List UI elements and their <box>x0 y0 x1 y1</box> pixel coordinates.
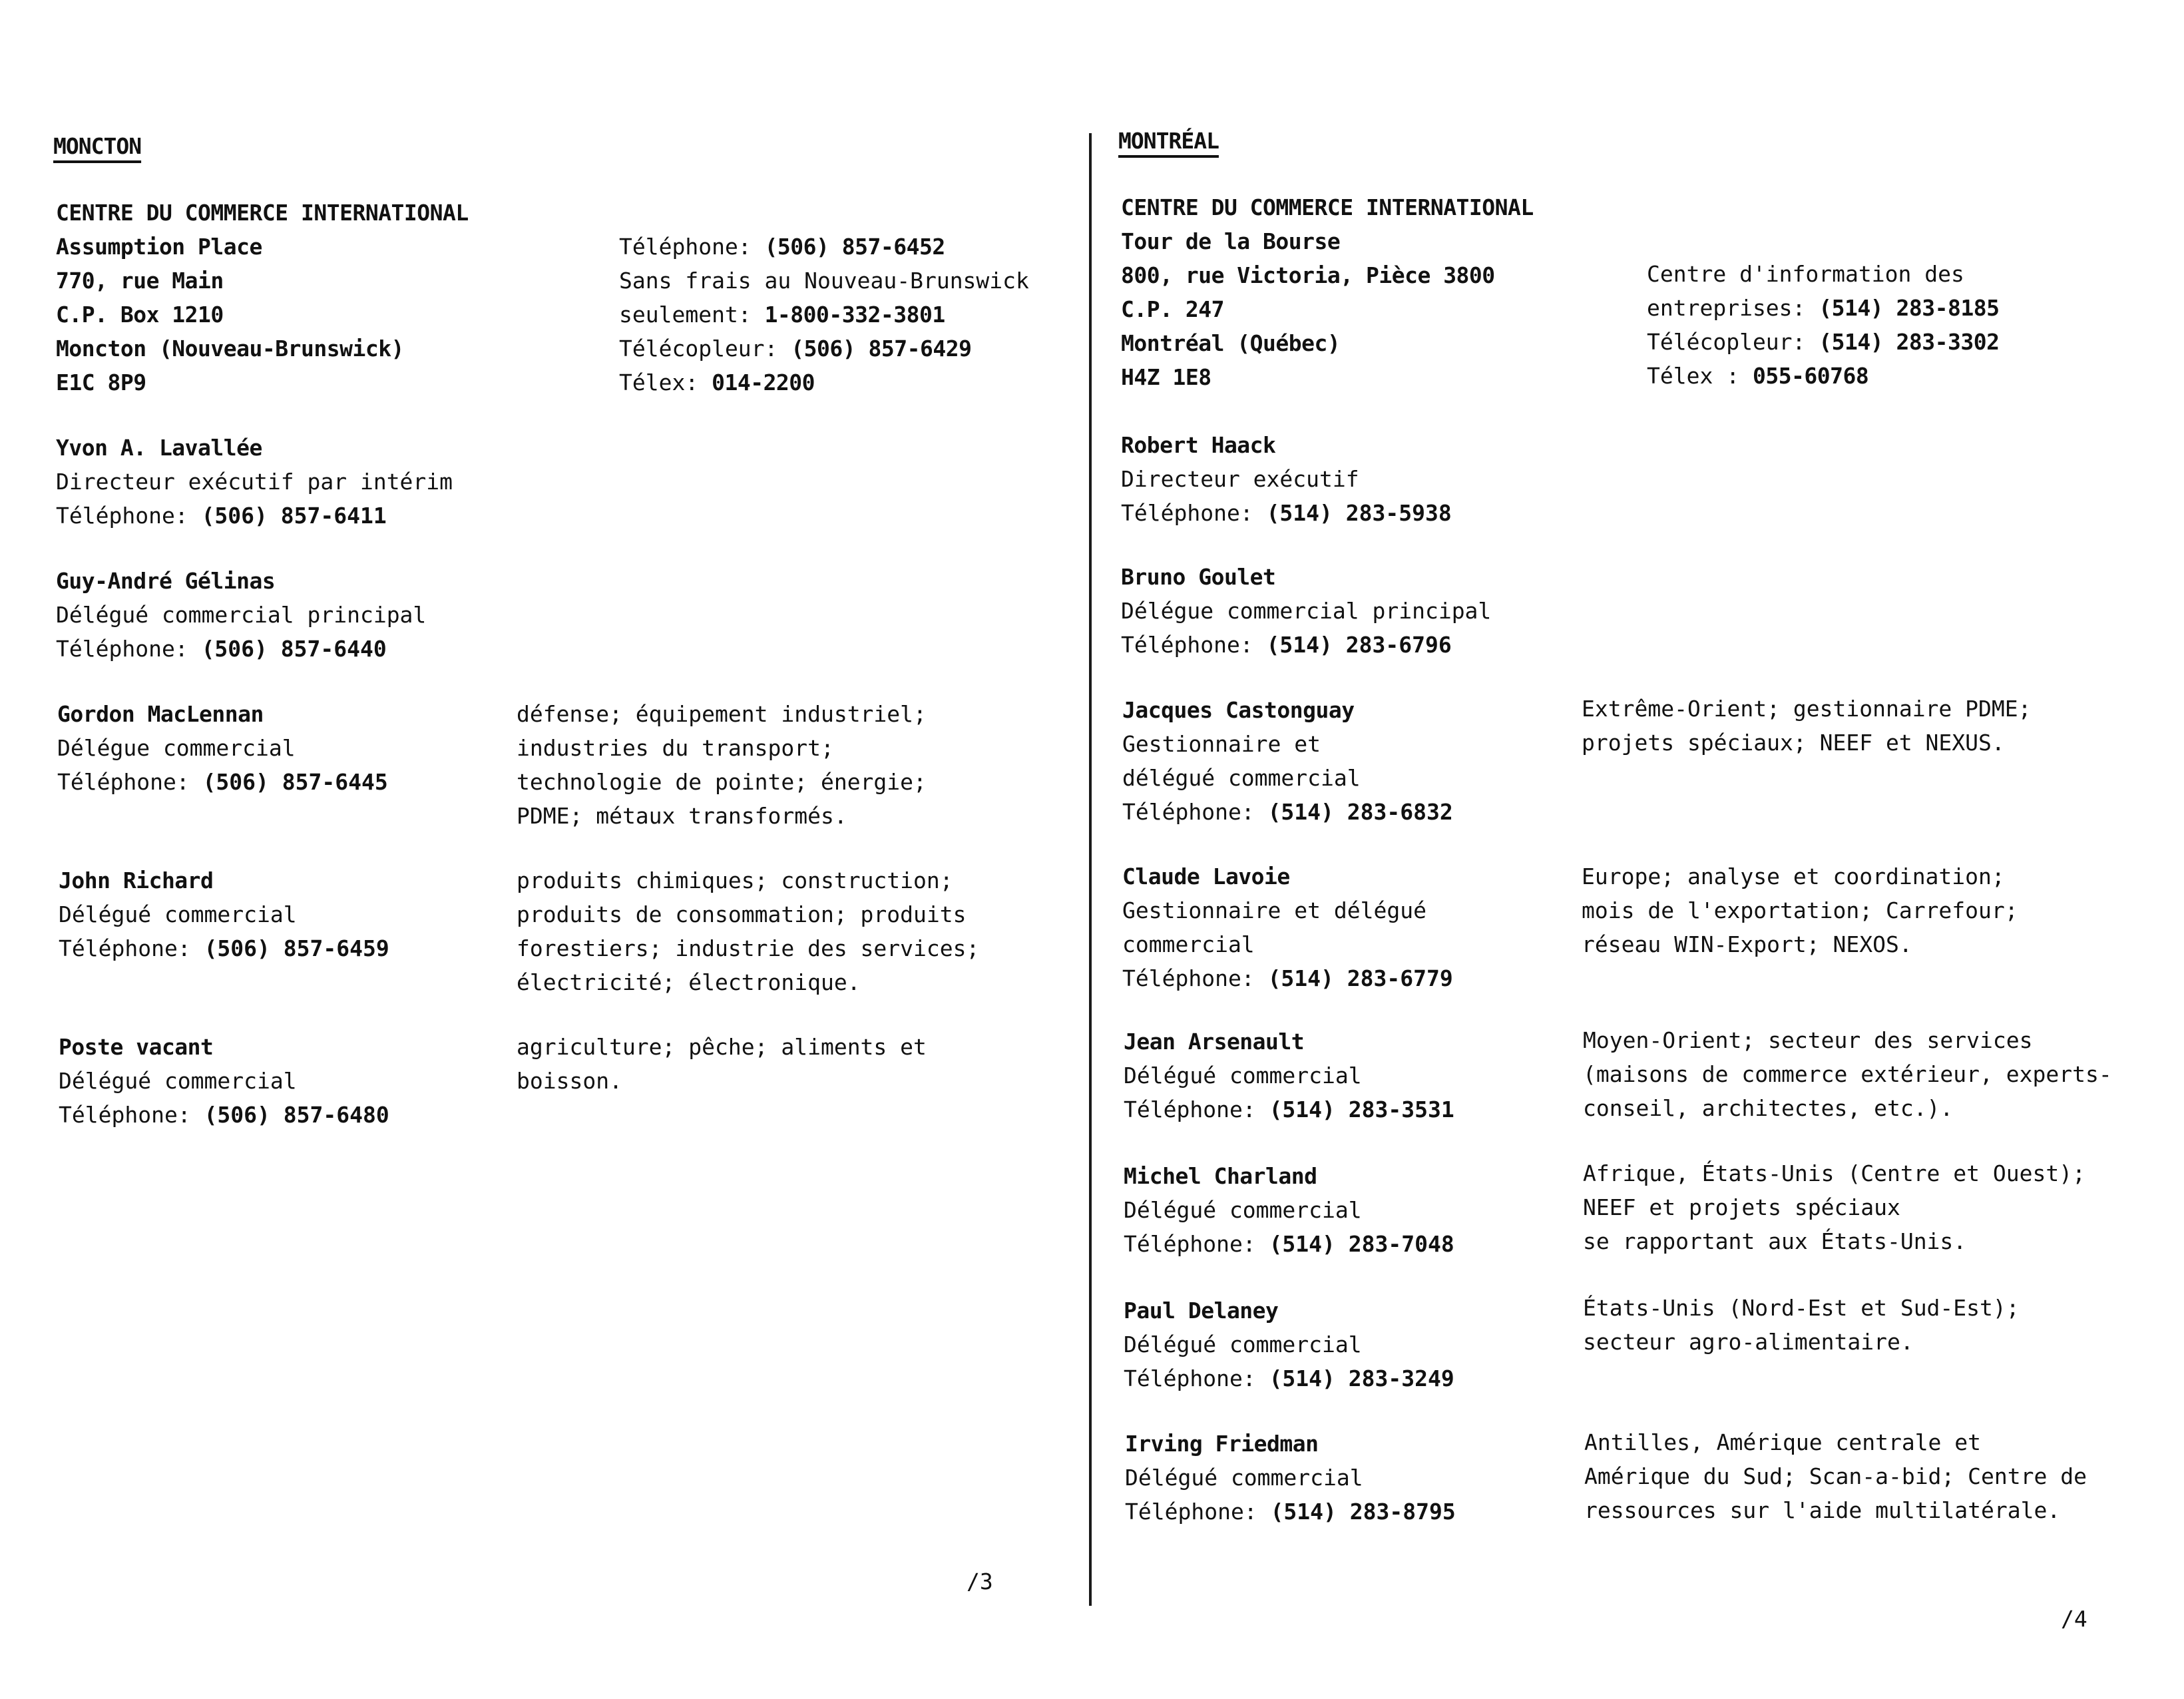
person-title: Délégué commercial <box>1124 1063 1362 1089</box>
person-notes: défense; équipement industriel; industries du transport; technologie de pointe; énergie; PDME; métaux transformés. <box>517 701 927 829</box>
telex-label: Télex: <box>619 369 699 395</box>
phone-label: Téléphone: <box>619 234 752 260</box>
person-phone: Téléphone: (514) 283-3531 <box>1124 1096 1454 1122</box>
person-notes: Extrême-Orient; gestionnaire PDME; projets spéciaux; NEEF et NEXUS. <box>1582 696 2032 756</box>
fax-number: (514) 283-3302 <box>1819 329 2000 355</box>
phone-number: (506) 857-6452 <box>764 234 945 260</box>
person-phone: Téléphone: (514) 283-6796 <box>1121 632 1452 658</box>
person-entry <box>1124 1294 1454 1395</box>
person-phone: Téléphone: (506) 857-6411 <box>56 503 387 529</box>
person-entry <box>1121 428 1452 530</box>
person-phone: Téléphone: (514) 283-8795 <box>1125 1499 1456 1525</box>
address-block-montreal <box>1121 190 1534 394</box>
person-name: Jacques Castonguay <box>1122 697 1355 723</box>
person-phone: Téléphone: (514) 283-7048 <box>1124 1231 1454 1257</box>
person-title: Gestionnaire et délégué <box>1122 897 1426 923</box>
person-entry <box>1121 560 1491 662</box>
address-line: H4Z 1E8 <box>1121 364 1211 390</box>
tollfree-note: Sans frais au Nouveau-Brunswick <box>619 268 1029 294</box>
telex-label: Télex : <box>1647 363 1740 389</box>
person-phone: Téléphone: (506) 857-6445 <box>57 769 388 795</box>
person-entry <box>59 863 389 965</box>
info-number: (514) 283-8185 <box>1819 295 2000 321</box>
address-line: 770, rue Main <box>56 268 224 294</box>
person-phone: Téléphone: (506) 857-6459 <box>59 935 389 961</box>
person-notes: produits chimiques; construction; produits de consommation; produits forestiers; industrie des services; électricité; électronique. <box>517 867 980 995</box>
person-title: Délégue commercial principal <box>1121 598 1492 624</box>
person-name: John Richard <box>59 867 214 893</box>
person-name: Paul Delaney <box>1124 1298 1279 1324</box>
person-entry <box>56 564 426 666</box>
person-phone: Téléphone: (514) 283-6832 <box>1122 799 1453 825</box>
person-entry <box>57 697 388 799</box>
person-phone: Téléphone: (514) 283-3249 <box>1124 1365 1454 1391</box>
person-entry <box>1124 1025 1454 1126</box>
tollfree-label: seulement: <box>619 302 752 328</box>
person-phone: Téléphone: (514) 283-5938 <box>1121 500 1452 526</box>
person-title: Délégué commercial <box>1125 1465 1363 1491</box>
address-line: Assumption Place <box>56 234 262 260</box>
person-notes: agriculture; pêche; aliments et boisson. <box>517 1034 927 1094</box>
person-title: commercial <box>1122 931 1255 957</box>
contact-block-moncton <box>619 230 1029 399</box>
person-notes: Afrique, États-Unis (Centre et Ouest); NEEF et projets spéciaux se rapportant aux États-Unis. <box>1583 1160 2085 1254</box>
address-line: C.P. Box 1210 <box>56 302 224 328</box>
person-phone: Téléphone: (514) 283-6779 <box>1122 965 1453 991</box>
person-title: Délégue commercial <box>57 735 296 761</box>
person-name: Gordon MacLennan <box>57 701 264 727</box>
address-line: Moncton (Nouveau-Brunswick) <box>56 336 404 362</box>
person-entry <box>1122 859 1453 995</box>
person-entry <box>1122 693 1453 829</box>
person-entry <box>1124 1159 1454 1261</box>
person-entry <box>59 1030 389 1132</box>
fax-number: (506) 857-6429 <box>791 336 972 362</box>
telex-number: 014-2200 <box>712 369 815 395</box>
person-title: Délégué commercial <box>1124 1332 1362 1357</box>
person-name: Yvon A. Lavallée <box>56 435 262 461</box>
person-name: Michel Charland <box>1124 1163 1317 1189</box>
section-heading-montreal: MONTRÉAL <box>1118 128 1219 154</box>
person-name: Claude Lavoie <box>1122 863 1290 889</box>
person-entry <box>56 431 453 533</box>
person-notes: États-Unis (Nord-Est et Sud-Est); secteur agro-alimentaire. <box>1583 1295 2020 1355</box>
address-line: Montréal (Québec) <box>1121 330 1341 356</box>
person-name: Bruno Goulet <box>1121 564 1276 590</box>
person-title: Délégué commercial <box>1124 1197 1362 1223</box>
info-note: Centre d'information des <box>1647 261 1964 287</box>
info-label: entreprises: <box>1647 295 1806 321</box>
page-number: /3 <box>967 1569 993 1594</box>
tollfree-number: 1-800-332-3801 <box>764 302 945 328</box>
fax-label: Télécopleur: <box>619 336 778 362</box>
address-line: E1C 8P9 <box>56 369 146 395</box>
address-line: Tour de la Bourse <box>1121 228 1341 254</box>
person-name: Jean Arsenault <box>1124 1029 1305 1055</box>
address-line: CENTRE DU COMMERCE INTERNATIONAL <box>56 200 469 226</box>
address-block-moncton <box>56 196 469 399</box>
person-notes: Moyen-Orient; secteur des services (maisons de commerce extérieur, experts- conseil, architectes, etc.). <box>1583 1027 2112 1121</box>
person-entry <box>1125 1427 1456 1529</box>
person-name: Poste vacant <box>59 1034 214 1060</box>
person-title: délégué commercial <box>1122 765 1361 791</box>
section-heading-moncton: MONCTON <box>53 133 142 159</box>
person-name: Irving Friedman <box>1125 1431 1319 1457</box>
person-name: Robert Haack <box>1121 432 1276 458</box>
person-notes: Europe; analyse et coordination; mois de l'exportation; Carrefour; réseau WIN-Export; NEXOS. <box>1582 863 2018 957</box>
contact-block-montreal <box>1647 257 1999 393</box>
person-title: Directeur exécutif <box>1121 466 1359 492</box>
person-title: Directeur exécutif par intérim <box>56 469 453 495</box>
person-title: Délégué commercial principal <box>56 602 427 628</box>
left-page <box>0 0 1078 1699</box>
telex-number: 055-60768 <box>1752 363 1869 389</box>
person-phone: Téléphone: (506) 857-6440 <box>56 636 387 662</box>
person-name: Guy-André Gélinas <box>56 568 276 594</box>
person-title: Délégué commercial <box>59 901 297 927</box>
person-title: Gestionnaire et <box>1122 731 1321 757</box>
address-line: CENTRE DU COMMERCE INTERNATIONAL <box>1121 194 1534 220</box>
person-phone: Téléphone: (506) 857-6480 <box>59 1102 389 1128</box>
person-title: Délégué commercial <box>59 1068 297 1094</box>
address-line: 800, rue Victoria, Pièce 3800 <box>1121 262 1495 288</box>
fax-label: Télécopleur: <box>1647 329 1806 355</box>
address-line: C.P. 247 <box>1121 296 1224 322</box>
person-notes: Antilles, Amérique centrale et Amérique du Sud; Scan-a-bid; Centre de ressources sur l'aide multilatérale. <box>1584 1429 2087 1523</box>
right-page <box>1092 0 2184 1699</box>
page-number: /4 <box>2061 1606 2087 1632</box>
